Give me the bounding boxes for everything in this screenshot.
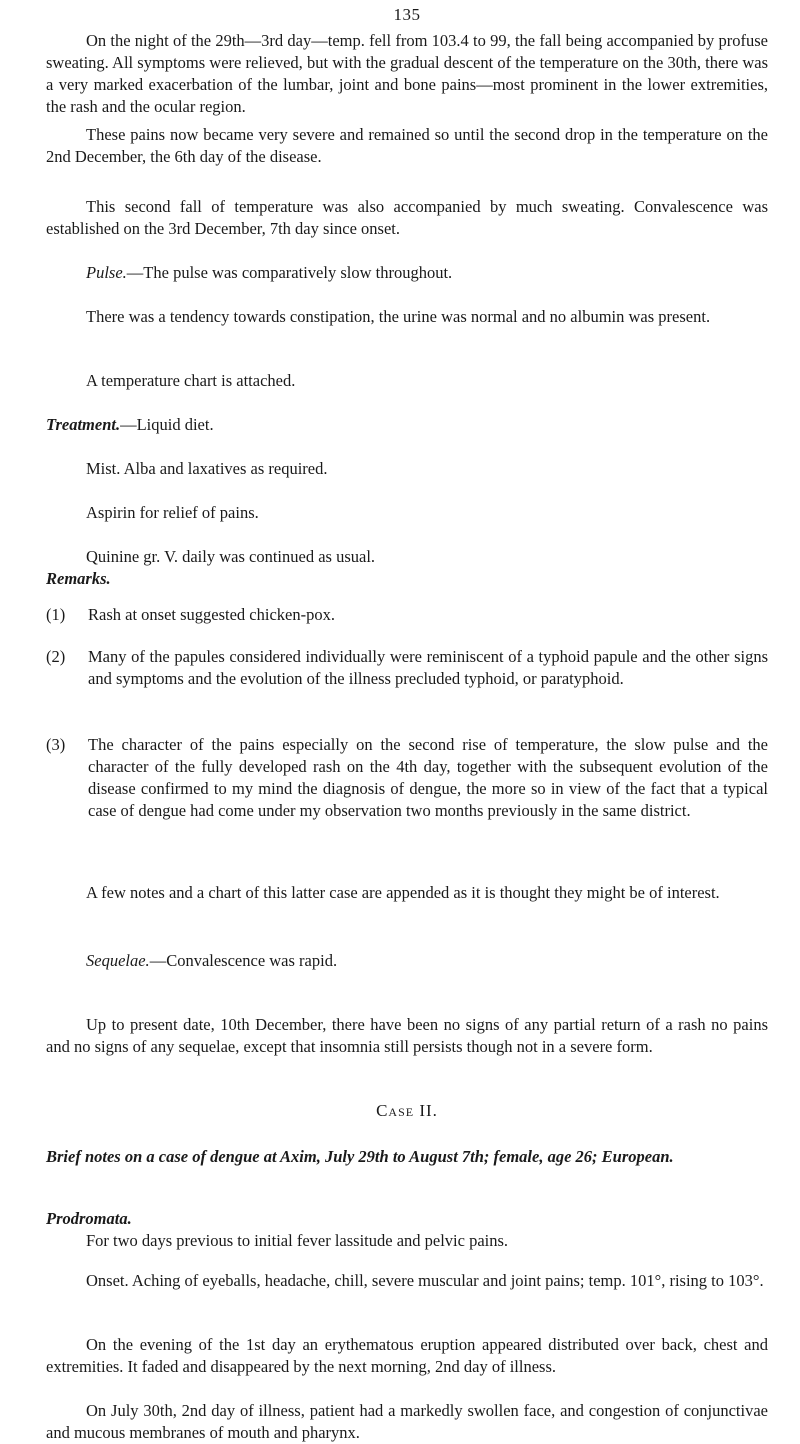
- paragraph-treatment: [46, 414, 768, 436]
- paragraph-sequelae: [46, 950, 768, 972]
- paragraph-pains-severe: These pains now became very severe and remained so until the second drop in the temperature on the 2nd December, the 6th day of the disease.: [46, 125, 768, 166]
- remark-item-1: [46, 604, 768, 626]
- paragraph-brief-notes: [46, 1146, 768, 1168]
- paragraph-temperature-fall: On the night of the 29th—3rd day—temp. fell from 103.4 to 99, the fall being accompanied by profuse sweating. All symptoms were relieved, but with the gradual descent of the temperature on the 30th, there was a very marked exacerbation of the lumbar, joint and bone pains—most prominent in the lower extremities, the rash and the ocular region.: [46, 31, 768, 116]
- brief-notes-text: Brief notes on a case of dengue at Axim, July 29th to August 7th; female, age 26; European.: [46, 1147, 674, 1166]
- paragraph-notes-appended: A few notes and a chart of this latter case are appended as it is thought they might be of interest.: [86, 883, 720, 902]
- remark-item-3: [46, 734, 768, 822]
- sequelae-text: —Convalescence was rapid.: [149, 951, 338, 970]
- remarks-heading: [46, 568, 768, 590]
- remark-text: Many of the papules considered individually were reminiscent of a typhoid papule and the other signs and symptoms and the evolution of the illness precluded typhoid, or paratyphoid.: [88, 647, 768, 688]
- remarks-label: Remarks.: [46, 569, 111, 588]
- remark-item-2: [46, 646, 768, 690]
- paragraph-second-fall: This second fall of temperature was also accompanied by much sweating. Convalescence was established on the 3rd December, 7th day since onset.: [46, 197, 768, 238]
- remark-text: Rash at onset suggested chicken-pox.: [88, 605, 335, 624]
- case-heading: Case II.: [376, 1101, 438, 1120]
- remark-number: (1): [46, 605, 66, 624]
- prodromata-label: Prodromata.: [46, 1209, 132, 1228]
- paragraph-present-date: Up to present date, 10th December, there have been no signs of any partial return of a rash no pains and no signs of any sequelae, except that insomnia still persists though not in a severe form.: [46, 1015, 768, 1056]
- page-number: 135: [393, 5, 421, 24]
- paragraph-evening-eruption: On the evening of the 1st day an erythematous eruption appeared distributed over back, chest and extremities. It faded and disappeared by the next morning, 2nd day of illness.: [46, 1335, 768, 1376]
- document-page: [46, 0, 768, 1442]
- pulse-text: —The pulse was comparatively slow throughout.: [126, 263, 453, 282]
- remark-text: The character of the pains especially on the second rise of temperature, the slow pulse and the character of the fully developed rash on the 4th day, together with the subsequent evolution of the disease confirmed to my mind the diagnosis of dengue, the more so in view of the fact that a typical case of dengue had come under my observation two months previously in the same district.: [88, 735, 768, 820]
- paragraph-july-30: On July 30th, 2nd day of illness, patient had a markedly swollen face, and congestion of conjunctivae and mucous membranes of mouth and pharynx.: [46, 1401, 768, 1442]
- paragraph-chart-attached: A temperature chart is attached.: [86, 371, 296, 390]
- paragraph-prodromata: For two days previous to initial fever lassitude and pelvic pains.: [86, 1231, 509, 1250]
- remark-number: (2): [46, 647, 66, 666]
- sequelae-label: Sequelae.: [86, 951, 150, 970]
- treatment-text: —Liquid diet.: [120, 415, 214, 434]
- paragraph-constipation: There was a tendency towards constipation, the urine was normal and no albumin was present.: [86, 307, 711, 326]
- paragraph-onset: Onset. Aching of eyeballs, headache, chill, severe muscular and joint pains; temp. 101°, rising to 103°.: [86, 1271, 764, 1290]
- treatment-label: Treatment.: [46, 415, 121, 434]
- remark-number: (3): [46, 735, 66, 754]
- treatment-mist-alba: Mist. Alba and laxatives as required.: [86, 459, 328, 478]
- paragraph-pulse: [46, 262, 768, 284]
- treatment-quinine: Quinine gr. V. daily was continued as usual.: [86, 547, 376, 566]
- treatment-aspirin: Aspirin for relief of pains.: [86, 503, 259, 522]
- pulse-label: Pulse.: [86, 263, 127, 282]
- prodromata-heading: [46, 1208, 768, 1230]
